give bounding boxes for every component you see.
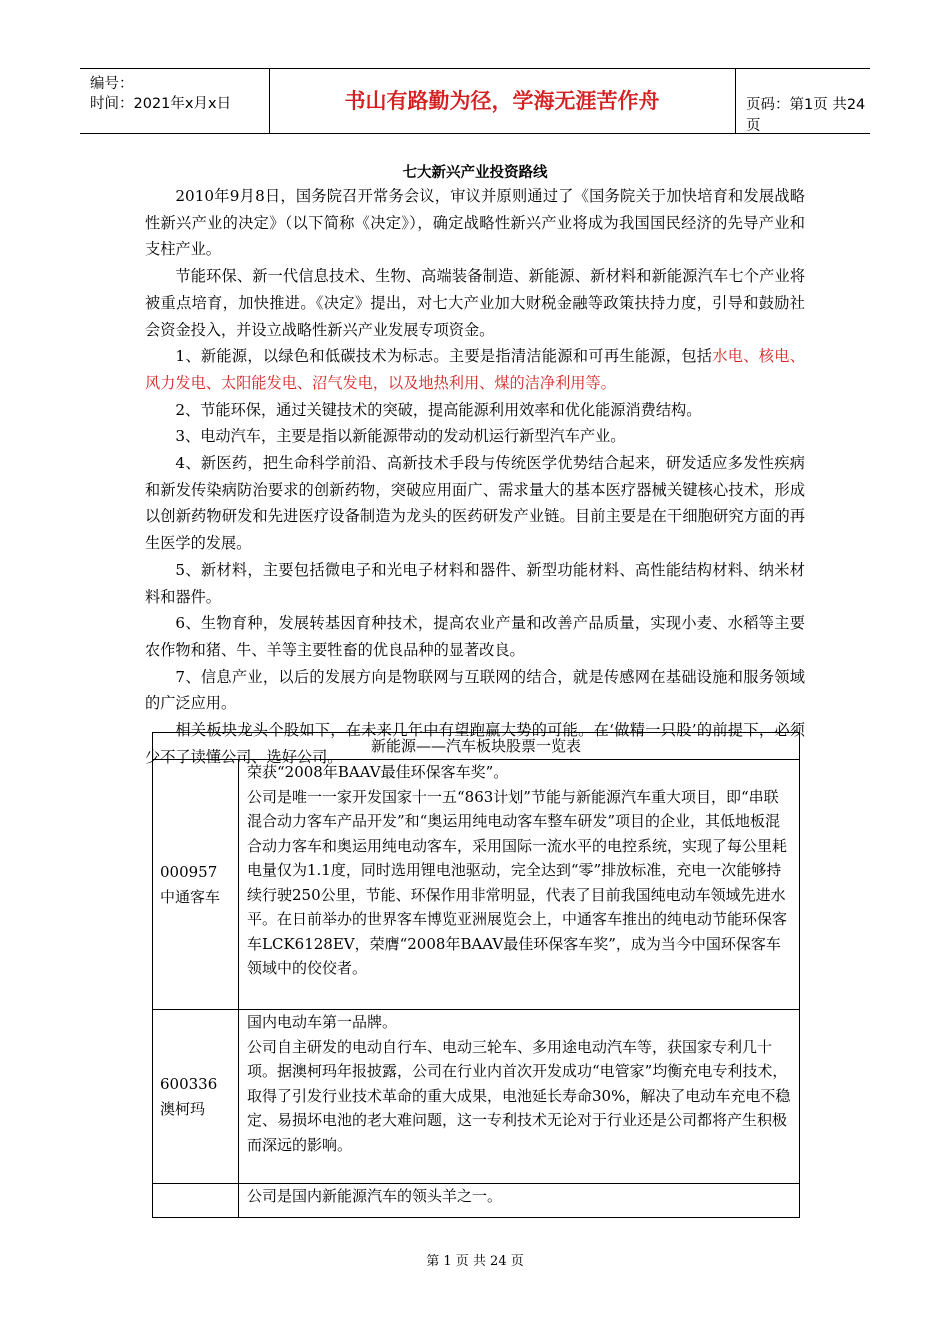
stock-name: 中通客车	[160, 887, 221, 906]
highlighted-text: 水电、核电、风力发电、太阳能发电、沼气发电，以及地热利用、煤的洁净利用等。	[145, 347, 805, 392]
paragraph: 3、电动汽车，主要是指以新能源带动的发动机运行新型汽车产业。	[175, 427, 626, 446]
stock-code: 600336	[160, 1075, 218, 1093]
paragraph: 5、新材料，主要包括微电子和光电子材料和器件、新型功能材料、高性能结构材料、纳米材料和器件。	[145, 560, 805, 606]
paragraph: 2、节能环保，通过关键技术的突破，提高能源利用效率和优化能源消费结构。	[175, 400, 702, 419]
stock-table	[152, 732, 800, 1218]
header-page-number: 页码：第1页 共24页	[746, 97, 866, 134]
paragraph	[145, 343, 805, 396]
number-label: 编号：	[90, 76, 134, 92]
stock-highlight: 国内电动车第一品牌。	[247, 1013, 398, 1031]
stock-description	[239, 760, 800, 1010]
paragraph: 相关板块龙头个股如下，在未来几年中有望跑赢大势的可能。在‘做精一只股’的前提下，必须少不了读懂公司、选好公司。	[145, 721, 805, 766]
table-row	[153, 1010, 800, 1184]
paragraph-text: 1、新能源，以绿色和低碳技术为标志。主要是指清洁能源和可再生能源，包括	[175, 347, 713, 366]
stock-code: 000957	[160, 863, 218, 881]
paragraph: 2010年9月8日，国务院召开常务会议，审议并原则通过了《国务院关于加快培育和发展战略性新兴产业的决定》（以下简称《决定》），确定战略性新兴产业将成为我国国民经济的先导产业和支柱产业。	[145, 187, 805, 259]
stock-detail: 公司自主研发的电动自行车、电动三轮车、多用途电动汽车等，获国家专利几十项。据澳柯玛年报披露，公司在行业内首次开发成功“电管家”均衡充电专利技术，取得了引发行业技术革命的重大成果，电池延长寿命30%，解决了电动车充电不稳定、易损坏电池的老大难问题，这一专利技术无论对于行业还是公司都将产生积极而深远的影响。	[247, 1037, 791, 1154]
table-row	[153, 760, 800, 1010]
header-meta	[80, 69, 269, 133]
stock-id-cell	[153, 1010, 239, 1184]
stock-description	[239, 1010, 800, 1184]
paragraph: 4、新医药，把生命科学前沿、高新技术手段与传统医学优势结合起来，研发适应多发性疾病和新发传染病防治要求的创新药物，突破应用面广、需求量大的基本医疗器械关键核心技术，形成以创新药物研发和先进医疗设备制造为龙头的医药研发产业链。目前主要是在干细胞研究方面的再生医学的发展。	[145, 454, 805, 553]
paragraph: 7、信息产业，以后的发展方向是物联网与互联网的结合，就是传感网在基础设施和服务领域的广泛应用。	[145, 667, 805, 713]
page-footer: 第 1 页 共 24 页	[426, 1254, 524, 1269]
page-header	[80, 68, 870, 134]
stock-highlight: 荣获“2008年BAAV最佳环保客车奖”。	[247, 763, 509, 781]
stock-id-cell	[153, 1184, 239, 1218]
header-motto: 书山有路勤为径，学海无涯苦作舟	[344, 89, 660, 113]
document-title: 七大新兴产业投资路线	[402, 165, 548, 181]
header-divider	[735, 69, 736, 133]
stock-detail: 公司是唯一一家开发国家十一五“863计划”节能与新能源汽车重大项目，即“串联混合动力客车产品开发”和“奥运用纯电动客车整车研发”项目的企业，其低地板混合动力客车和奥运用纯电动客车，采用国际一流水平的电控系统，实现了每公里耗电量仅为1.1度，同时选用锂电池驱动，完全达到“零”排放标准，充电一次能够持续行驶250公里，节能、环保作用非常明显，代表了目前我国纯电动车领域先进水平。在日前举办的世界客车博览亚洲展览会上，中通客车推出的纯电动节能环保客车LCK6128EV，荣膺“2008年BAAV最佳环保客车奖”，成为当今中国环保客车领域中的佼佼者。	[247, 787, 788, 977]
time-label: 时间：2021年x月x日	[90, 96, 232, 112]
stock-id-cell	[153, 760, 239, 1010]
paragraph: 节能环保、新一代信息技术、生物、高端装备制造、新能源、新材料和新能源汽车七个产业将被重点培育，加快推进。《决定》提出，对七大产业加大财税金融等政策扶持力度，引导和鼓励社会资金投入，并设立战略性新兴产业发展专项资金。	[145, 267, 805, 339]
table-row	[153, 1184, 800, 1218]
stock-name: 澳柯玛	[160, 1099, 206, 1118]
table-header: 新能源——汽车板块股票一览表	[153, 733, 800, 760]
stock-description	[239, 1184, 800, 1218]
stock-highlight: 公司是国内新能源汽车的领头羊之一。	[247, 1187, 503, 1205]
paragraph: 6、生物育种，发展转基因育种技术，提高农业产量和改善产品质量，实现小麦、水稻等主要农作物和猪、牛、羊等主要牲畜的优良品种的显著改良。	[145, 614, 805, 659]
document-body	[145, 183, 805, 770]
